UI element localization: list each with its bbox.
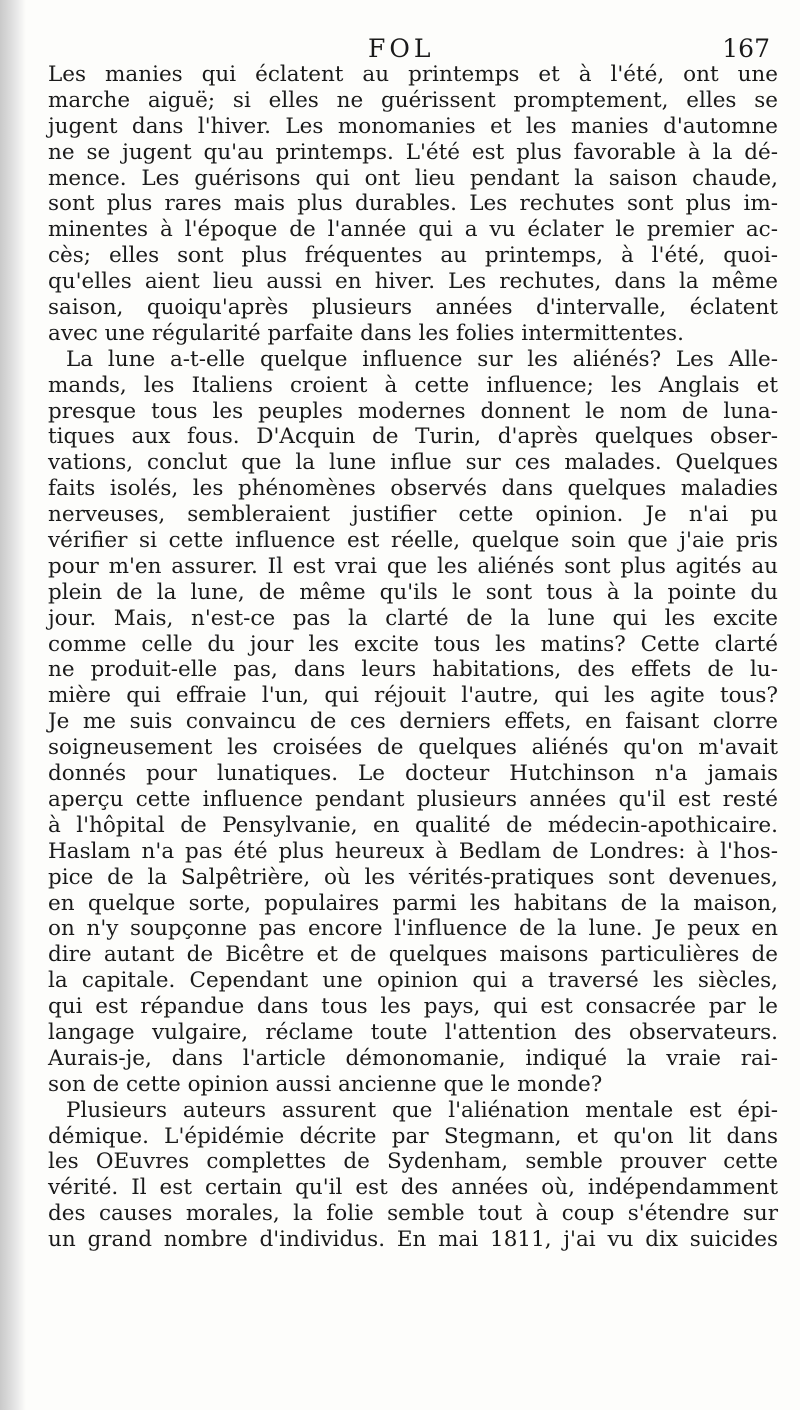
text-line: avec une régularité parfaite dans les folies intermittentes. bbox=[48, 320, 684, 346]
text-line: un grand nombre d'individus. En mai 1811, j'ai vu dix suicides bbox=[48, 1227, 778, 1253]
text-line: on n'y soupçonne pas encore l'influence de la lune. Je peux en bbox=[48, 916, 778, 942]
text-line: donnés pour lunatiques. Le docteur Hutchinson n'a jamais bbox=[48, 761, 778, 787]
text-line: dire autant de Bicêtre et de quelques maisons particulières de bbox=[48, 942, 778, 968]
text-line: tiques aux fous. D'Acquin de Turin, d'après quelques obser- bbox=[48, 424, 778, 450]
text-line: vations, conclut que la lune influe sur ces malades. Quelques bbox=[48, 450, 778, 476]
text-line: mence. Les guérisons qui ont lieu pendant la saison chaude, bbox=[48, 165, 778, 191]
text-line: soigneusement les croisées de quelques aliénés qu'on m'avait bbox=[48, 735, 778, 761]
text-line: les OEuvres complettes de Sydenham, semble prouver cette bbox=[48, 1149, 778, 1175]
text-line: en quelque sorte, populaires parmi les habitans de la maison, bbox=[48, 890, 778, 916]
text-line: marche aiguë; si elles ne guérissent promptement, elles se bbox=[48, 87, 778, 113]
text-line: qui est répandue dans tous les pays, qui est consacrée par le bbox=[48, 994, 778, 1020]
text-line: des causes morales, la folie semble tout à coup s'étendre sur bbox=[48, 1201, 778, 1227]
text-line: jour. Mais, n'est-ce pas la clarté de la lune qui les excite bbox=[48, 605, 778, 631]
text-line: Je me suis convaincu de ces derniers effets, en faisant clorre bbox=[48, 709, 778, 735]
text-line: sont plus rares mais plus durables. Les rechutes sont plus im- bbox=[48, 191, 778, 217]
text-line: démique. L'épidémie décrite par Stegmann, et qu'on lit dans bbox=[48, 1123, 778, 1149]
text-line: ne se jugent qu'au printemps. L'été est plus favorable à la dé- bbox=[48, 139, 778, 165]
page-header bbox=[48, 28, 778, 62]
text-line: mière qui effraie l'un, qui réjouit l'autre, qui les agite tous? bbox=[48, 683, 778, 709]
text-line: faits isolés, les phénomènes observés dans quelques maladies bbox=[48, 476, 778, 502]
running-head: FOL bbox=[368, 34, 435, 63]
body-text bbox=[48, 62, 778, 1253]
page-gutter-shadow bbox=[0, 0, 26, 1410]
text-line: vérifier si cette influence est réelle, quelque soin que j'aie pris bbox=[48, 528, 778, 554]
text-line: cès; elles sont plus fréquentes au printemps, à l'été, quoi- bbox=[48, 243, 778, 269]
text-line: vérité. Il est certain qu'il est des années où, indépendamment bbox=[48, 1175, 778, 1201]
text-line: qu'elles aient lieu aussi en hiver. Les rechutes, dans la même bbox=[48, 269, 778, 295]
text-line: Aurais-je, dans l'article démonomanie, indiqué la vraie rai- bbox=[48, 1045, 778, 1071]
text-line: presque tous les peuples modernes donnent le nom de luna- bbox=[48, 398, 778, 424]
text-line: mands, les Italiens croient à cette influence; les Anglais et bbox=[48, 372, 778, 398]
text-line: nerveuses, sembleraient justifier cette opinion. Je n'ai pu bbox=[48, 502, 778, 528]
text-line: aperçu cette influence pendant plusieurs années qu'il est resté bbox=[48, 786, 778, 812]
text-line: son de cette opinion aussi ancienne que le monde? bbox=[48, 1071, 603, 1097]
text-line: pour m'en assurer. Il est vrai que les aliénés sont plus agités au bbox=[48, 553, 778, 579]
paragraph-start-line: La lune a-t-elle quelque influence sur les aliénés? Les Alle- bbox=[66, 346, 778, 372]
text-line: la capitale. Cependant une opinion qui a traversé les siècles, bbox=[48, 968, 778, 994]
text-line: Haslam n'a pas été plus heureux à Bedlam de Londres: à l'hos- bbox=[48, 838, 778, 864]
text-line: saison, quoiqu'après plusieurs années d'intervalle, éclatent bbox=[48, 295, 778, 321]
text-line: à l'hôpital de Pensylvanie, en qualité de médecin-apothicaire. bbox=[48, 812, 778, 838]
text-line: Les manies qui éclatent au printemps et à l'été, ont une bbox=[48, 62, 778, 87]
page-number: 167 bbox=[722, 34, 770, 63]
paragraph-start-line: Plusieurs auteurs assurent que l'aliénation mentale est épi- bbox=[66, 1097, 778, 1123]
text-line: langage vulgaire, réclame toute l'attention des observateurs. bbox=[48, 1019, 778, 1045]
text-line: ne produit-elle pas, dans leurs habitations, des effets de lu- bbox=[48, 657, 778, 683]
text-line: comme celle du jour les excite tous les matins? Cette clarté bbox=[48, 631, 778, 657]
text-line: pice de la Salpêtrière, où les vérités-pratiques sont devenues, bbox=[48, 864, 778, 890]
text-line: plein de la lune, de même qu'ils le sont tous à la pointe du bbox=[48, 579, 778, 605]
text-line: minentes à l'époque de l'année qui a vu éclater le premier ac- bbox=[48, 217, 778, 243]
text-line: jugent dans l'hiver. Les monomanies et les manies d'automne bbox=[48, 113, 778, 139]
